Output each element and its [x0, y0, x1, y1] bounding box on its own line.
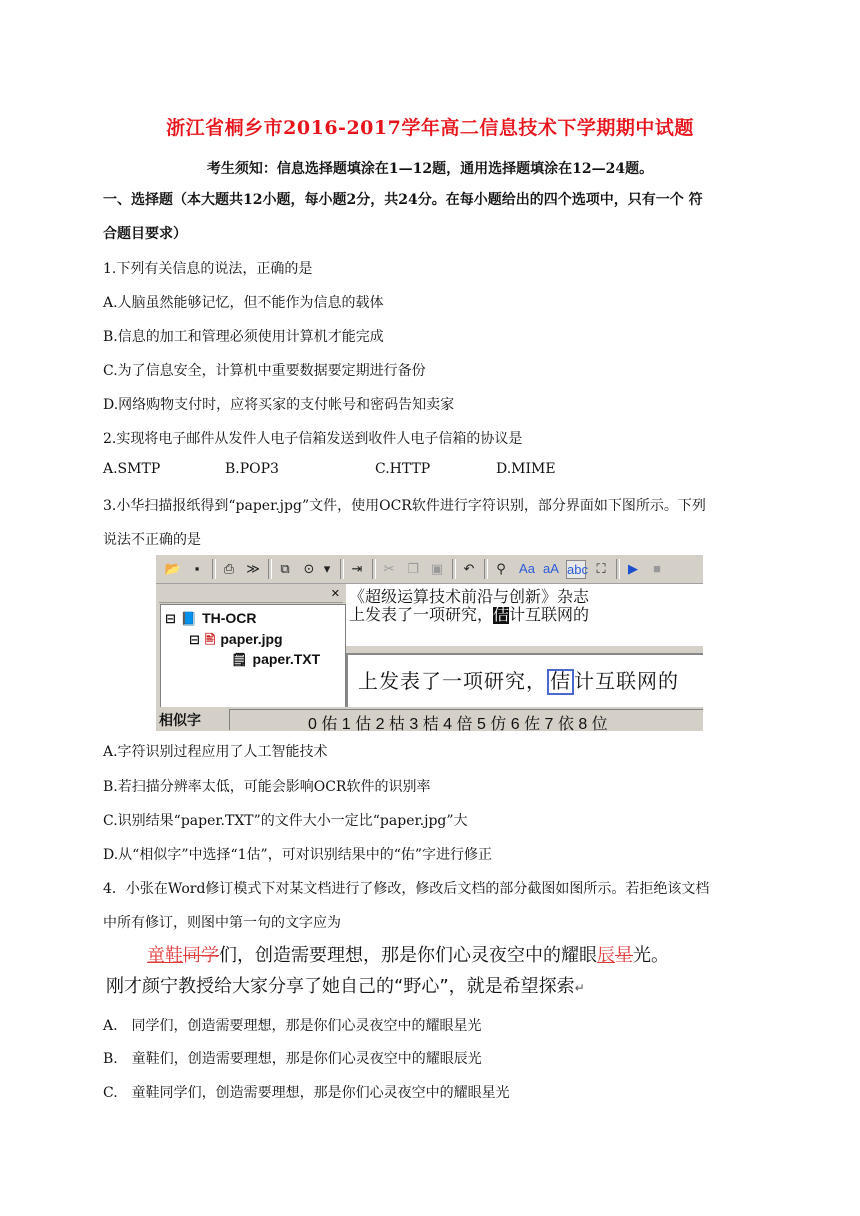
recognized-line-2: 上发表了一项研究，佶计互联网的: [349, 607, 590, 624]
q3-stem-line1: 3.小华扫描报纸得到“paper.jpg”文件，使用OCR软件进行字符识别，部分界面如下图所示。下列: [103, 498, 706, 514]
tree-panel-header: [159, 586, 343, 603]
q3-option-c: C.识别结果“paper.TXT”的文件大小一定比“paper.jpg”大: [103, 813, 468, 829]
save-icon[interactable]: ▪: [194, 561, 200, 576]
export-icon[interactable]: ⇥: [351, 561, 363, 576]
word-revision-line1: 童鞋同学们，创造需要理想，那是你们心灵夜空中的耀眼辰星光。: [147, 945, 669, 966]
image-file-icon: 🖹: [204, 632, 216, 647]
ocr-toolbar: [156, 555, 703, 584]
recognized-text-area[interactable]: [346, 584, 703, 646]
recognize-icon[interactable]: ⊙: [303, 561, 315, 576]
tree-item-root[interactable]: ⊟ 📘 TH-OCR: [165, 610, 257, 626]
paste-icon[interactable]: ▣: [430, 561, 444, 576]
tree-item-image[interactable]: ⊟ 🖹 paper.jpg: [189, 631, 283, 653]
dropdown-arrow-icon[interactable]: ▾: [323, 561, 331, 576]
scan-icon[interactable]: ≫: [246, 561, 260, 576]
q2-option-c: C.HTTP: [375, 461, 431, 477]
tree-item-text[interactable]: 🗒 paper.TXT: [231, 651, 321, 667]
q1-option-b: B.信息的加工和管理必须使用计算机才能完成: [103, 329, 384, 345]
inserted-text: 童鞋: [147, 945, 183, 966]
highlighted-char[interactable]: 佶: [493, 607, 510, 624]
copy-icon[interactable]: ❐: [407, 561, 419, 576]
text-file-icon: 🗒: [231, 652, 248, 667]
similar-chars-bar: [156, 707, 703, 731]
section-heading-line1: 一、选择题（本大题共12小题，每小题2分，共24分。在每小题给出的四个选项中，只有一个 符: [103, 192, 703, 208]
exam-notice: 考生须知：信息选择题填涂在1—12题，通用选择题填涂在12—24题。: [206, 161, 654, 177]
deleted-text: 同学: [183, 945, 219, 966]
section-heading-line2: 合题目要求）: [103, 226, 187, 242]
zoomed-text: 上发表了一项研究， 佶 计互联网的: [358, 671, 679, 693]
font-style-icon[interactable]: aA: [543, 561, 559, 576]
collapse-icon[interactable]: ⊟: [189, 632, 200, 647]
paragraph-mark-icon: ↵: [574, 981, 585, 995]
q4-stem-line1: 4．小张在Word修订模式下对某文档进行了修改，修改后文档的部分截图如图所示。若拒绝该文档: [103, 881, 710, 897]
inserted-text: 辰: [597, 945, 615, 966]
q1-option-c: C.为了信息安全，计算机中重要数据要定期进行备份: [103, 363, 426, 379]
q4-option-c: C. 童鞋同学们，创造需要理想，那是你们心灵夜空中的耀眼星光: [103, 1085, 510, 1101]
ocr-screenshot: [156, 555, 703, 731]
q2-stem: 2.实现将电子邮件从发件人电子信箱发送到收件人电子信箱的协议是: [103, 431, 523, 447]
open-folder-icon[interactable]: 📂: [164, 561, 182, 576]
print-icon[interactable]: ⎙: [223, 561, 235, 576]
q1-stem: 1.下列有关信息的说法，正确的是: [103, 261, 313, 277]
similar-chars-label: 相似字: [159, 712, 201, 728]
deleted-text: 星: [615, 945, 633, 966]
fullscreen-icon[interactable]: ⛶: [596, 561, 606, 576]
word-revision-line2: 刚才颜宁教授给大家分享了她自己的“野心”，就是希望探索↵: [106, 976, 585, 997]
find-binoculars-icon[interactable]: ⚲: [496, 561, 506, 576]
book-icon: 📘: [180, 611, 198, 626]
play-icon[interactable]: ▶: [628, 561, 638, 576]
spell-check-icon[interactable]: abc: [567, 562, 588, 577]
stop-icon[interactable]: ■: [653, 561, 661, 576]
q3-option-d: D.从“相似字”中选择“1估”，可对识别结果中的“佑”字进行修正: [103, 847, 493, 863]
q2-option-a: A.SMTP: [103, 461, 161, 477]
undo-icon[interactable]: ↶: [463, 561, 475, 576]
q4-option-a: A. 同学们，创造需要理想，那是你们心灵夜空中的耀眼星光: [103, 1018, 482, 1034]
font-size-icon[interactable]: Aa: [519, 561, 535, 576]
layout-icon[interactable]: ⧉: [280, 561, 290, 576]
q3-stem-line2: 说法不正确的是: [103, 532, 201, 548]
q4-option-b: B. 童鞋们，创造需要理想，那是你们心灵夜空中的耀眼辰光: [103, 1051, 482, 1067]
close-icon[interactable]: ✕: [330, 588, 340, 600]
q2-option-d: D.MIME: [496, 461, 556, 477]
q3-option-b: B.若扫描分辨率太低，可能会影响OCR软件的识别率: [103, 779, 431, 795]
q2-option-b: B.POP3: [225, 461, 279, 477]
similar-chars-field[interactable]: [229, 709, 703, 730]
similar-chars-list[interactable]: 0 佑 1 估 2 枯 3 桔 4 倍 5 仿 6 佐 7 依 8 位: [308, 716, 608, 731]
q4-stem-line2: 中所有修订，则图中第一句的文字应为: [103, 915, 341, 931]
q1-option-a: A.人脑虽然能够记忆，但不能作为信息的载体: [103, 295, 384, 311]
page-title: 浙江省桐乡市2016-2017学年高二信息技术下学期期中试题: [166, 117, 694, 139]
cut-icon[interactable]: ✂: [383, 561, 395, 576]
selected-char-box[interactable]: 佶: [547, 669, 574, 695]
collapse-icon[interactable]: ⊟: [165, 611, 176, 626]
q3-option-a: A.字符识别过程应用了人工智能技术: [103, 744, 328, 760]
recognized-line-1: 《超级运算技术前沿与创新》杂志: [349, 589, 590, 606]
q1-option-d: D.网络购物支付时，应将买家的支付帐号和密码告知卖家: [103, 397, 455, 413]
